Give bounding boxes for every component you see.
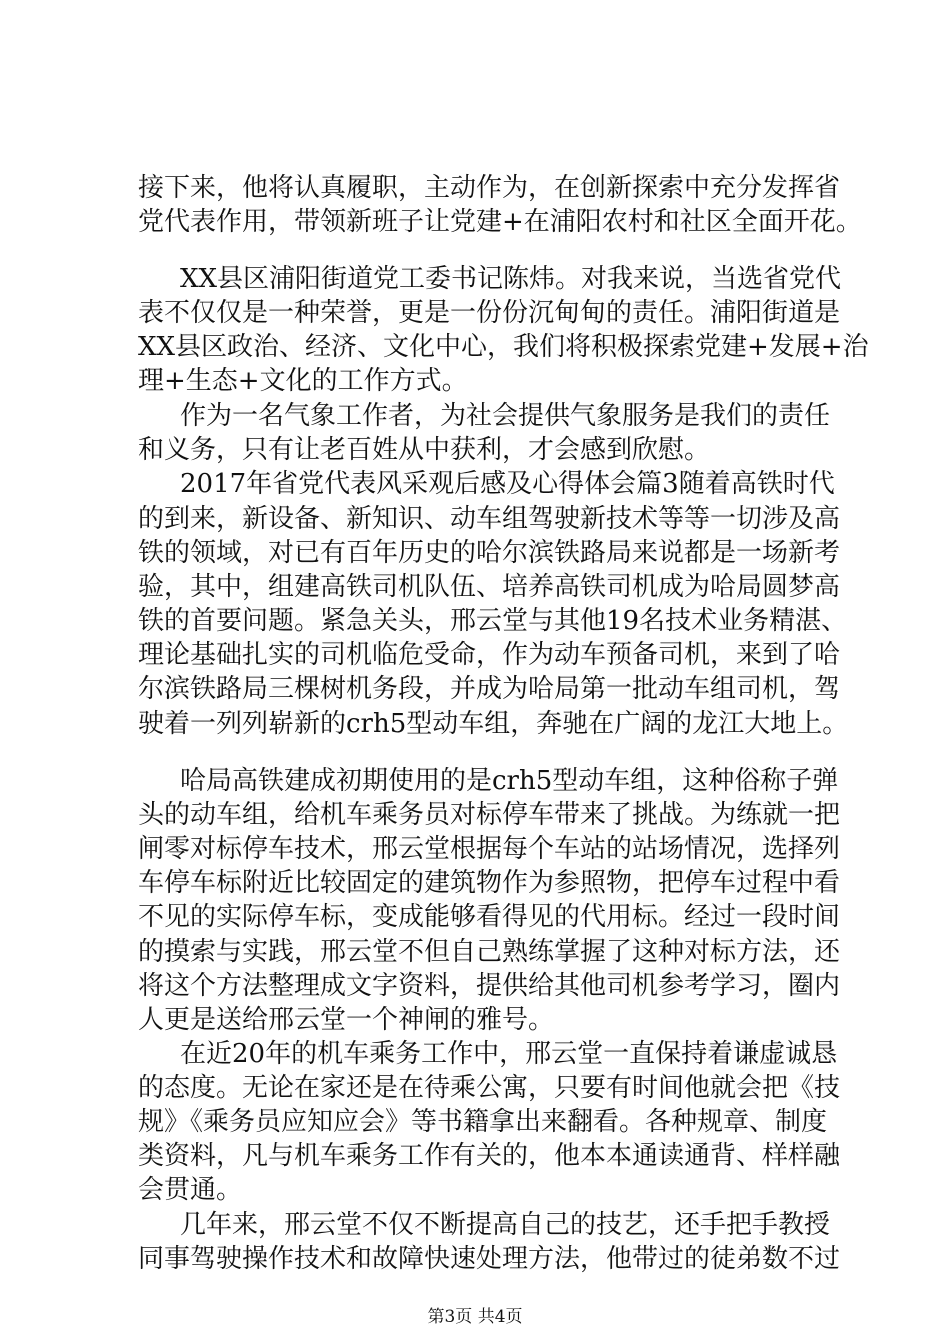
- body-text-line: 党代表作用，带领新班子让党建+在浦阳农村和社区全面开花。: [138, 207, 862, 237]
- body-text-line: 人更是送给邢云堂一个神闸的雅号。: [138, 1005, 555, 1035]
- body-text-line: 尔滨铁路局三棵树机务段，并成为哈局第一批动车组司机，驾: [138, 674, 841, 704]
- body-text-line: 表不仅仅是一种荣誉，更是一份份沉甸甸的责任。浦阳街道是: [138, 298, 841, 328]
- body-text-line: 铁的领域，对已有百年历史的哈尔滨铁路局来说都是一场新考: [138, 538, 841, 568]
- page-footer: 第3页 共4页: [427, 1307, 523, 1327]
- body-text-line: 和义务，只有让老百姓从中获利，才会感到欣慰。: [138, 435, 711, 465]
- body-text-line: 在近20年的机车乘务工作中，邢云堂一直保持着谦虚诚恳: [180, 1039, 838, 1069]
- body-text-line: 接下来，他将认真履职，主动作为，在创新探索中充分发挥省: [138, 173, 841, 203]
- body-text-line: 的摸索与实践，邢云堂不但自己熟练掌握了这种对标方法，还: [138, 937, 841, 967]
- body-text-line: 的态度。无论在家还是在待乘公寓，只要有时间他就会把《技: [138, 1073, 841, 1103]
- body-text-line: 驶着一列列崭新的crh5型动车组，奔驰在广阔的龙江大地上。: [138, 709, 849, 739]
- body-text-line: XX县区浦阳街道党工委书记陈炜。对我来说，当选省党代: [180, 264, 842, 294]
- body-text-line: 车停车标附近比较固定的建筑物作为参照物，把停车过程中看: [138, 868, 841, 898]
- body-text-line: XX县区政治、经济、文化中心，我们将积极探索党建+发展+治: [138, 332, 869, 362]
- body-text-line: 同事驾驶操作技术和故障快速处理方法，他带过的徒弟数不过: [138, 1244, 841, 1274]
- body-text-line: 铁的首要问题。紧急关头，邢云堂与其他19名技术业务精湛、: [138, 606, 848, 636]
- body-text-line: 不见的实际停车标，变成能够看得见的代用标。经过一段时间: [138, 902, 841, 932]
- body-text-line: 几年来，邢云堂不仅不断提高自己的技艺，还手把手教授: [180, 1210, 831, 1240]
- body-text-line: 作为一名气象工作者，为社会提供气象服务是我们的责任: [180, 401, 831, 431]
- body-text-line: 类资料，凡与机车乘务工作有关的，他本本通读通背、样样融: [138, 1141, 841, 1171]
- body-text-line: 头的动车组，给机车乘务员对标停车带来了挑战。为练就一把: [138, 800, 841, 830]
- body-text-line: 规》《乘务员应知应会》等书籍拿出来翻看。各种规章、制度: [138, 1107, 828, 1137]
- body-text-line: 理论基础扎实的司机临危受命，作为动车预备司机，来到了哈: [138, 640, 841, 670]
- body-text-line: 闸零对标停车技术，邢云堂根据每个车站的站场情况，选择列: [138, 834, 841, 864]
- body-text-line: 会贯通。: [138, 1175, 243, 1205]
- body-text-line: 将这个方法整理成文字资料，提供给其他司机参考学习，圈内: [138, 971, 841, 1001]
- body-text-line: 验，其中，组建高铁司机队伍、培养高铁司机成为哈局圆梦高: [138, 572, 841, 602]
- body-text-line: 的到来，新设备、新知识、动车组驾驶新技术等等一切涉及高: [138, 504, 841, 534]
- body-text-line: 理+生态+文化的工作方式。: [138, 366, 468, 396]
- body-text-line: 哈局高铁建成初期使用的是crh5型动车组，这种俗称子弹: [180, 766, 839, 796]
- body-text-line: 2017年省党代表风采观后感及心得体会篇3随着高铁时代: [180, 469, 835, 499]
